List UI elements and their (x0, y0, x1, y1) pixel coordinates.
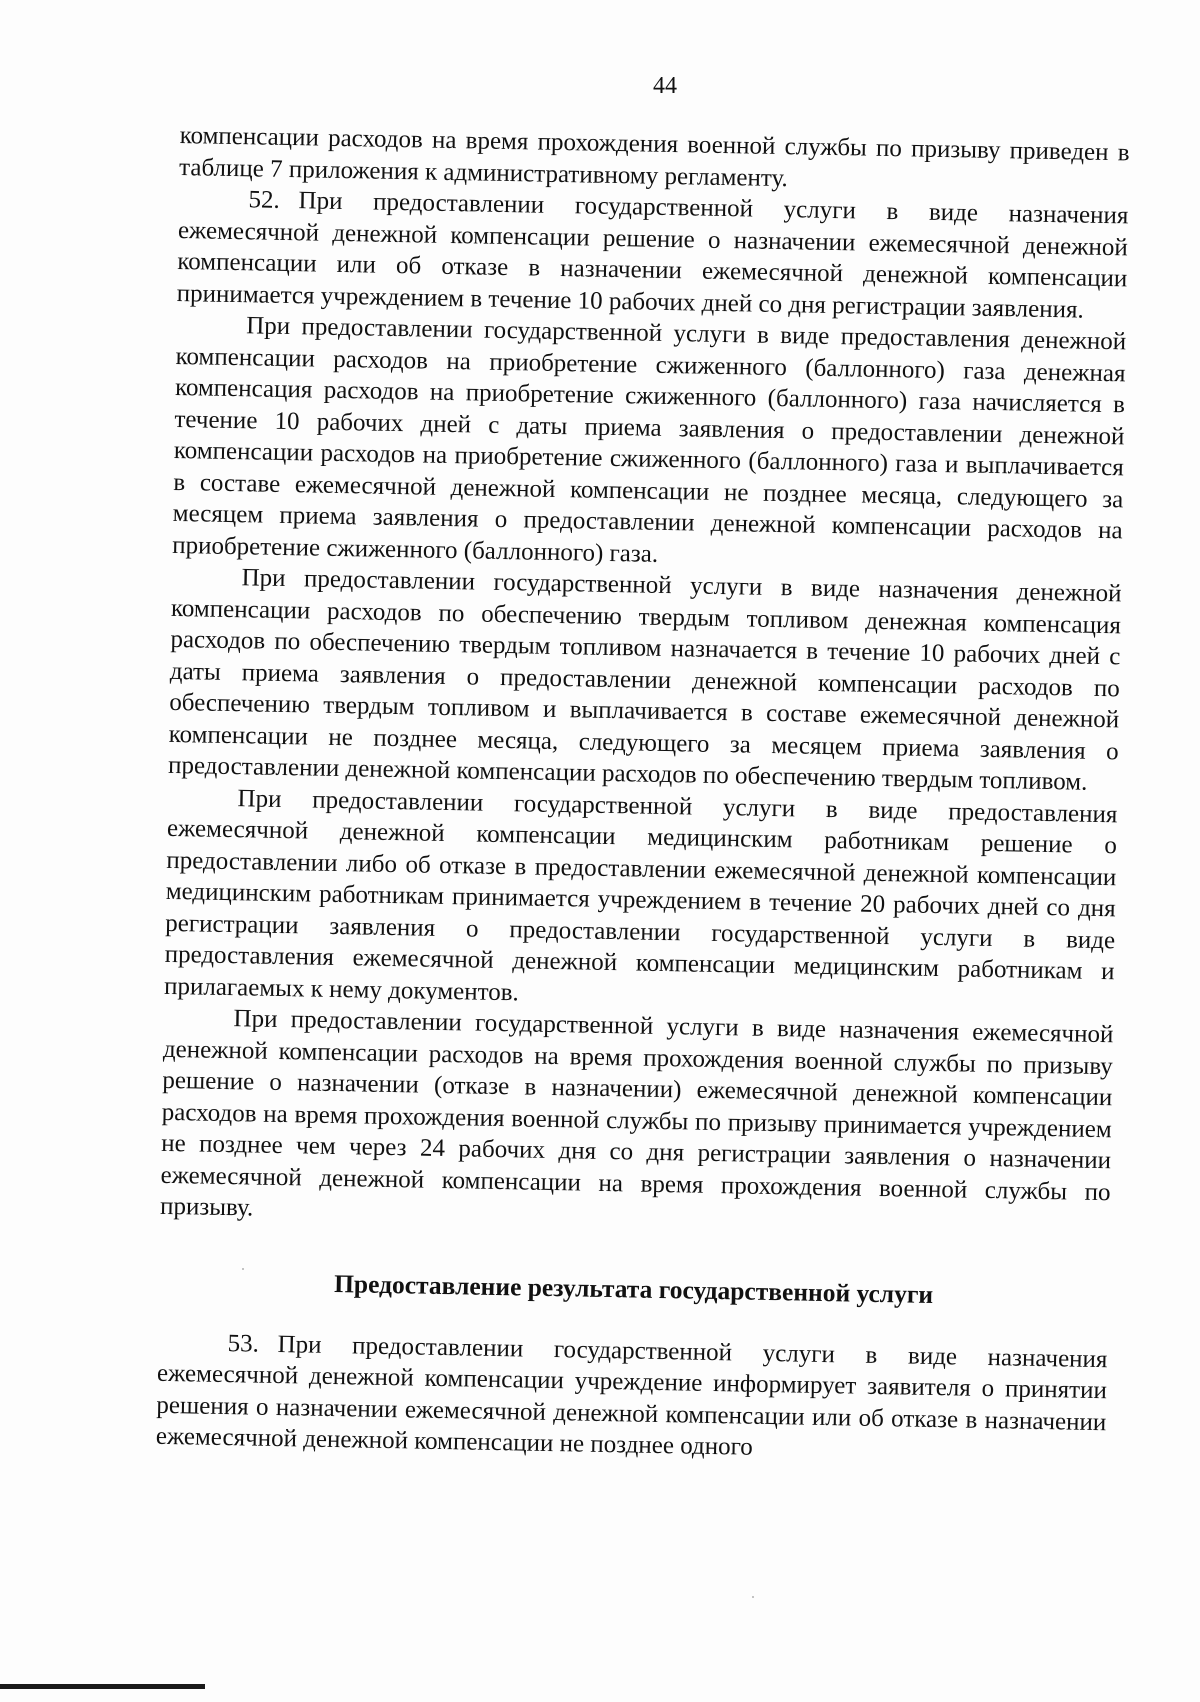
paragraph-text: При предоставлении государственной услуги в виде назначения ежемесячной денежной компенсации расходов на время прохождения военной службы по призыву решение о назначении (отказе в назначении) ежемесячной денежной компенсации расходов на время прохождения военной службы по призыву принимается учреждением не позднее чем через 24 рабочих дня со дня регистрации заявления о назначении ежемесячной денежной компенсации на время прохождения военной службы по призыву. (159, 1005, 1114, 1222)
paragraph-text: При предоставлении государственной услуги в виде предоставления ежемесячной денежной компенсации медицинским работникам решение о предоставлении либо об отказе в предоставлении ежемесячной денежной компенсации медицинским работникам принимается учреждением в течение 20 рабочих дней со дня регистрации заявления о предоставлении государственной услуги в виде предоставления ежемесячной денежной компенсации медицинским работникам и прилагаемых к нему документов. (163, 784, 1118, 1006)
paragraph-text: При предоставлении государственной услуги в виде назначения денежной компенсации расходов по обеспечению твердым топливом денежная компенсация расходов по обеспечению твердым топливом назначается в течение 10 рабочих дней с даты приема заявления о предоставлении денежной компенсации расходов по обеспечению твердым топливом и выплачивается в составе ежемесячной денежной компенсации не позднее месяца, следующего за месяцем приема заявления о предоставлении денежной компенсации расходов по обеспечению твердым топливом. (167, 564, 1122, 796)
paragraph-medical-workers-compensation (164, 781, 1118, 1019)
paragraph-52 (177, 183, 1129, 326)
paragraph-solid-fuel-compensation (168, 561, 1122, 799)
page-number: 44 (653, 73, 677, 99)
document-body (156, 120, 1130, 1470)
footer-rule (0, 1684, 205, 1689)
paragraph-military-service-compensation (160, 1002, 1114, 1240)
paragraph-number: 52. (248, 186, 281, 214)
scan-speck (242, 1268, 244, 1270)
scan-speck (752, 1596, 754, 1598)
paragraph-text: При предоставлении государственной услуги в виде назначения ежемесячной денежной компенсации учреждение информирует заявителя о принятии решения о назначении ежемесячной денежной компенсации или об отказе в назначении ежемесячной денежной компенсации не позднее одного (155, 1330, 1108, 1461)
paragraph-text: При предоставлении государственной услуги в виде назначения ежемесячной денежной компенсации решение о назначении ежемесячной денежной компенсации или об отказе в назначении ежемесячной денежной компенсации принимается учреждением в течение 10 рабочих дней со дня регистрации заявления. (176, 187, 1129, 324)
paragraph-text: При предоставлении государственной услуги в виде предоставления денежной компенсации расходов на приобретение сжиженного (баллонного) газа денежная компенсация расходов на приобретение сжиженного (баллонного) газа начисляется в течение 10 рабочих дней с даты приема заявления о предоставлении денежной компенсации расходов на приобретение сжиженного (баллонного) газа и выплачивается в составе ежемесячной денежной компенсации не позднее месяца, следующего за месяцем приема заявления о предоставлении денежной компенсации расходов на приобретение сжиженного (баллонного) газа. (171, 312, 1127, 568)
paragraph-53 (156, 1326, 1108, 1469)
paragraph-number: 53. (227, 1329, 260, 1358)
paragraph-text: компенсации расходов на время прохождения военной службы по призыву приведен в таблице 7 приложения к административному регламенту. (178, 121, 1130, 192)
section-heading: Предоставление результата государственной услуги (333, 1268, 934, 1309)
paragraph-gas-compensation (172, 309, 1126, 578)
